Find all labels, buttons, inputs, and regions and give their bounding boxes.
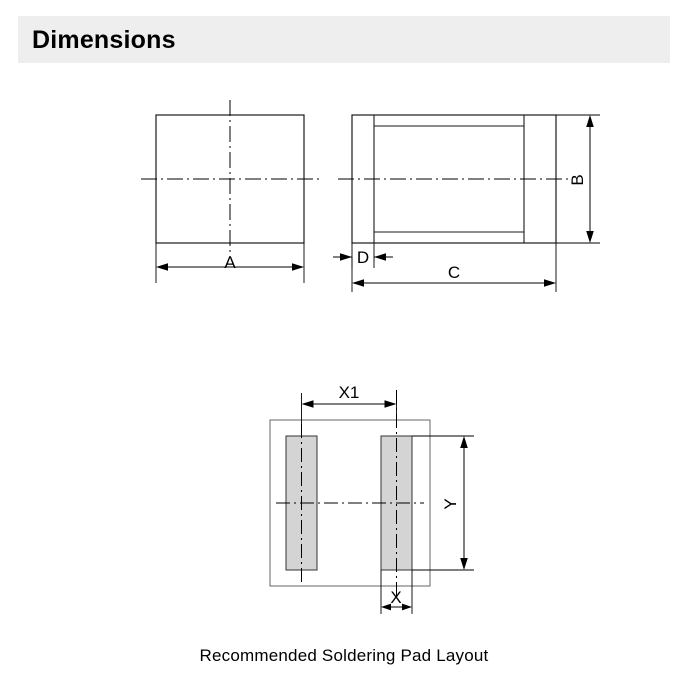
dim-y-arrow-bottom [460, 558, 468, 570]
dim-x1-arrow-left [302, 400, 314, 408]
front-view-group [141, 100, 319, 283]
dim-b-arrow-bottom [586, 231, 594, 243]
dim-x1-arrow-right [385, 400, 397, 408]
dim-c-arrow-left [352, 279, 364, 287]
dim-x1-label: X1 [338, 383, 360, 402]
side-view-group [333, 115, 600, 292]
dim-d-arrow-left [340, 253, 352, 261]
dim-y-arrow-top [460, 436, 468, 448]
dim-b-label: B [568, 174, 587, 186]
dim-x-arrow-right [402, 604, 412, 611]
dim-a-arrow-left [156, 263, 168, 271]
dim-d-arrow-right [374, 253, 386, 261]
dim-x-label: X [390, 588, 402, 607]
dim-b-arrow-top [586, 115, 594, 127]
pad-layout-caption: Recommended Soldering Pad Layout [199, 646, 489, 665]
pad-layout-group [270, 383, 474, 614]
dim-a-arrow-right [292, 263, 304, 271]
dim-c-arrow-right [544, 279, 556, 287]
dim-d-label: D [356, 248, 370, 267]
dim-c-label: C [447, 263, 461, 282]
dim-a-label: A [224, 253, 236, 272]
page-title: Dimensions [32, 26, 176, 54]
dim-y-label: Y [441, 498, 460, 510]
